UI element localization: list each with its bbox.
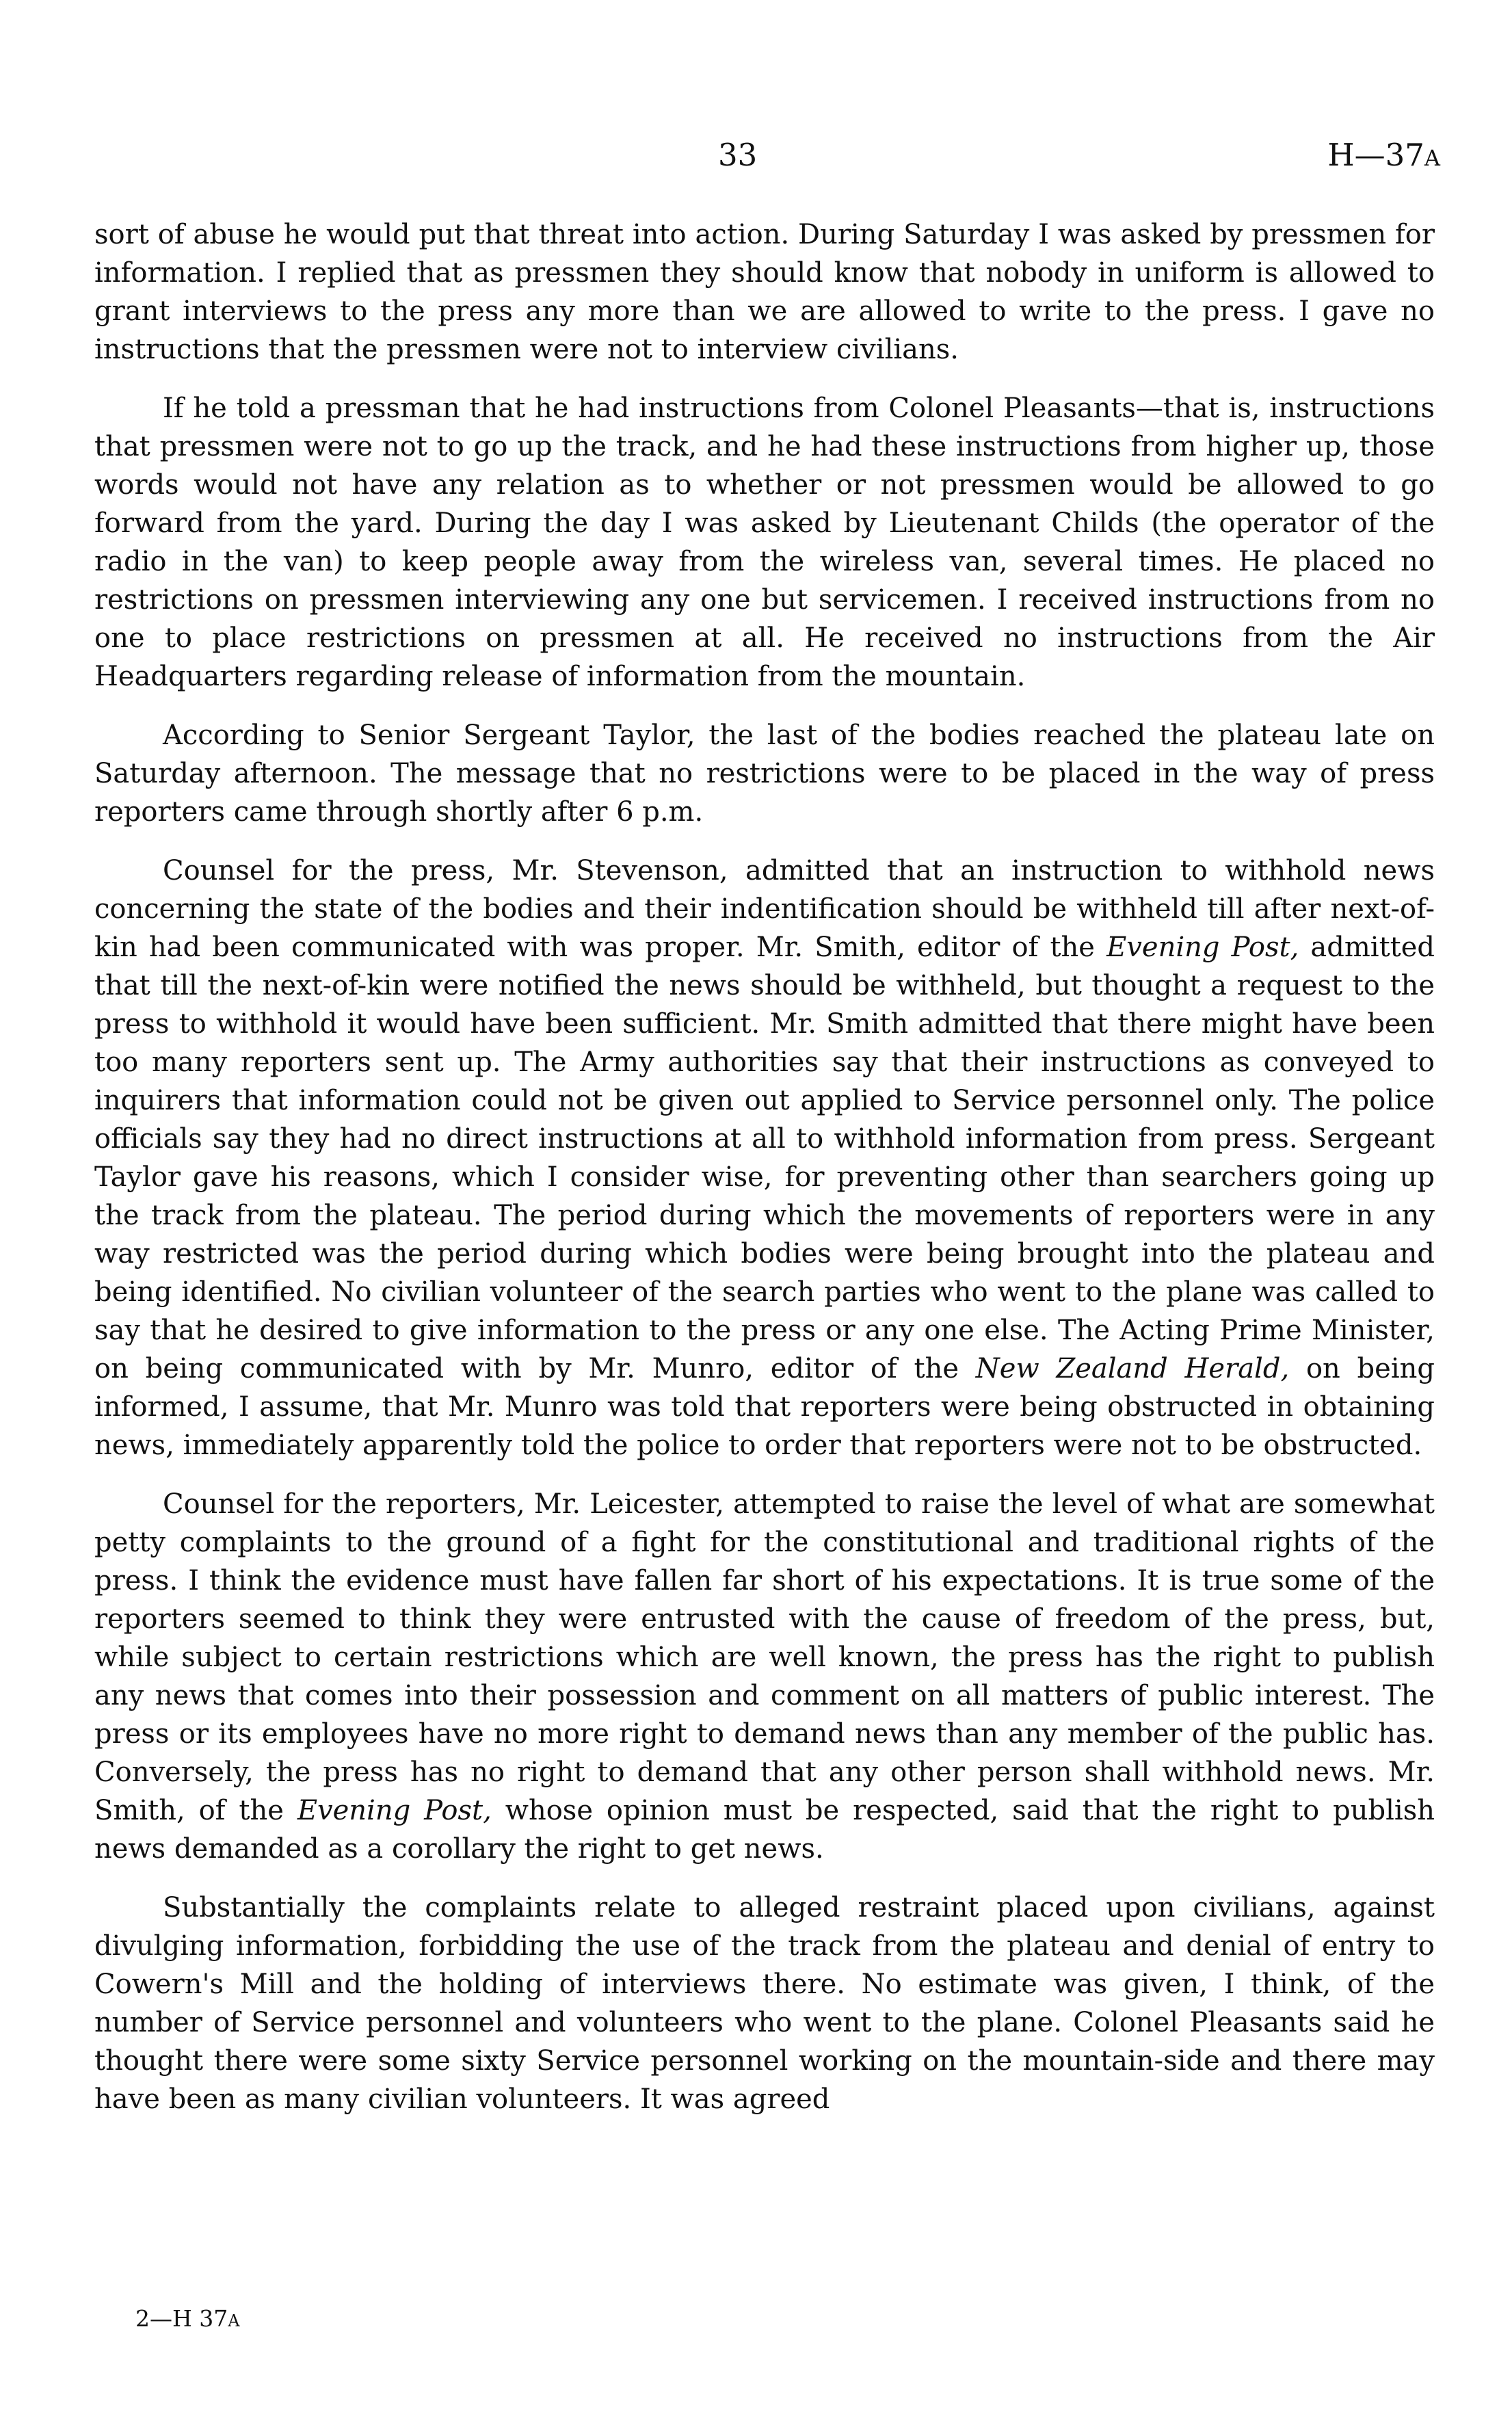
paragraph-4-text-3: on being informed, I assume, that Mr. Munro was told that reporters were being obstructed in obtaining news, immediately apparently told the police to order that reporters were not to be obstructed. bbox=[94, 1353, 1435, 1461]
paragraph-5 bbox=[94, 1485, 1435, 1868]
paragraph-3: According to Senior Sergeant Taylor, the last of the bodies reached the plateau late on Saturday afternoon. The message that no restrictions were to be placed in the way of press reporters came through shortly after 6 p.m. bbox=[94, 720, 1435, 828]
paragraph-2: If he told a pressman that he had instructions from Colonel Pleasants—that is, instructions that pressmen were not to go up the track, and he had these instructions from higher up, those words would not have any relation as to whether or not pressmen would be allowed to go forward from the yard. During the day I was asked by Lieutenant Childs (the operator of the radio in the van) to keep people away from the wireless van, several times. He placed no restrictions on pressmen interviewing any one but servicemen. I received instructions from no one to place restrictions on pressmen at all. He received no instructions from the Air Headquarters regarding release of information from the mountain. bbox=[94, 393, 1435, 692]
paragraph-5-text-1: Counsel for the reporters, Mr. Leicester, attempted to raise the level of what are somewhat petty complaints to the ground of a fight for the constitutional and traditional rights of the press. I think the evidence must have fallen far short of his expectations. It is true some of the reporters seemed to think they were entrusted with the cause of freedom of the press, but, while subject to certain restrictions which are well known, the press has the right to publish any news that comes into their possession and comment on all matters of public interest. The press or its employees have no more right to demand news than any member of the public has. Conversely, the press has no right to demand that any other person shall withhold news. Mr. Smith, of the bbox=[94, 1488, 1435, 1826]
body-text bbox=[94, 215, 1435, 2139]
paragraph-6: Substantially the complaints relate to alleged restraint placed upon civilians, against divulging information, forbidding the use of the track from the plateau and denial of entry to Cowern's Mill and the holding of interviews there. No estimate was given, I think, of the number of Service personnel and volunteers who went to the plane. Colonel Pleasants said he thought there were some sixty Service personnel working on the mountain-side and there may have been as many civilian volunteers. It was agreed bbox=[94, 1892, 1435, 2115]
publication-title-evening-post: Evening Post, bbox=[1106, 932, 1299, 963]
paragraph-1: sort of abuse he would put that threat into action. During Saturday I was asked by pressmen for information. I replied that as pressmen they should know that nobody in uniform is allowed to grant interviews to the press any more than we are allowed to write to the press. I gave no instructions that the pressmen were not to interview civilians. bbox=[94, 219, 1435, 365]
paragraph-4-text-1: Counsel for the press, Mr. Stevenson, admitted that an instruction to withhold news concerning the state of the bodies and their indentification should be withheld till after next-of-kin had been communicated with was proper. Mr. Smith, editor of the bbox=[94, 855, 1435, 963]
document-reference bbox=[1327, 137, 1440, 173]
page-number: 33 bbox=[718, 137, 758, 173]
paragraph-4-text-2: admitted that till the next-of-kin were notified the news should be withheld, but thought a request to the press to withhold it would have been sufficient. Mr. Smith admitted that there might have been too many reporters sent up. The Army authorities say that their instructions as conveyed to inquirers that information could not be given out applied to Service personnel only. The police officials say they had no direct instructions at all to withhold information from press. Sergeant Taylor gave his reasons, which I consider wise, for preventing other than searchers going up the track from the plateau. The period during which the movements of reporters were in any way restricted was the period during which bodies were being brought into the plateau and being identified. No civilian volunteer of the search parties who went to the plane was called to say that he desired to give information to the press or any one else. The Acting Prime Minister, on being communicated with by Mr. Munro, editor of the bbox=[94, 932, 1435, 1384]
printer-signature-mark bbox=[135, 2305, 240, 2332]
signature-suffix: A bbox=[228, 2311, 240, 2330]
document-reference-main: H—37 bbox=[1327, 137, 1424, 173]
publication-title-evening-post: Evening Post, bbox=[297, 1795, 492, 1826]
paragraph-5-text-2: whose opinion must be respected, said that the right to publish news demanded as a corollary the right to get news. bbox=[94, 1795, 1435, 1865]
document-reference-suffix: A bbox=[1424, 145, 1440, 171]
signature-main: 2—H 37 bbox=[135, 2305, 228, 2332]
publication-title-new-zealand-herald: New Zealand Herald, bbox=[975, 1353, 1290, 1384]
paragraph-4 bbox=[94, 852, 1435, 1464]
